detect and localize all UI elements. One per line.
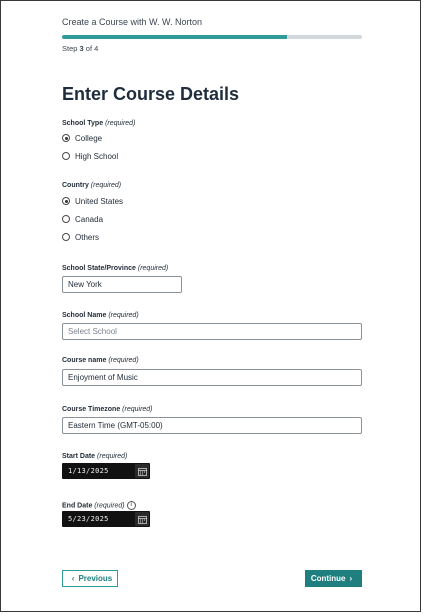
start-date-input[interactable] [62, 463, 150, 479]
end-date-input[interactable] [62, 511, 150, 527]
continue-button[interactable] [305, 570, 362, 587]
end-date-label: End Date (required) i [62, 501, 136, 510]
step-indicator: Step 3 of 4 [62, 44, 99, 53]
previous-button[interactable] [62, 570, 118, 587]
country-label: Country (required) [62, 182, 122, 189]
chevron-right-icon: › [349, 574, 353, 583]
radio-college[interactable] [62, 133, 102, 143]
radio-canada[interactable] [62, 214, 103, 224]
radio-high-school[interactable] [62, 151, 118, 161]
radio-united-states[interactable] [62, 196, 123, 206]
timezone-label: Course Timezone (required) [62, 406, 153, 413]
school-type-label: School Type (required) [62, 120, 136, 127]
calendar-icon[interactable] [135, 464, 149, 478]
start-date-label: Start Date (required) [62, 453, 128, 460]
radio-others[interactable] [62, 232, 99, 242]
continue-button-label: Continue [310, 574, 346, 583]
school-name-label: School Name (required) [62, 312, 139, 319]
state-label: School State/Province (required) [62, 265, 169, 272]
radio-label: Others [75, 232, 100, 242]
radio-label: College [75, 133, 103, 143]
radio-checked-icon[interactable] [62, 197, 70, 205]
start-date-value: 1/13/2025 [68, 467, 109, 475]
previous-button-label: Previous [78, 574, 113, 583]
school-name-select[interactable]: Select School [62, 323, 362, 340]
radio-checked-icon[interactable] [62, 134, 70, 142]
radio-unchecked-icon[interactable] [62, 215, 70, 223]
progress-bar-fill [62, 35, 287, 39]
progress-bar [62, 35, 362, 39]
state-input[interactable]: New York [62, 276, 182, 293]
page-title: Enter Course Details [62, 84, 240, 104]
radio-label: High School [75, 151, 119, 161]
radio-unchecked-icon[interactable] [62, 152, 70, 160]
radio-unchecked-icon[interactable] [62, 233, 70, 241]
chevron-left-icon: ‹ [71, 574, 75, 583]
calendar-icon[interactable] [135, 512, 149, 526]
radio-label: Canada [75, 214, 104, 224]
wizard-title: Create a Course with W. W. Norton [62, 17, 203, 27]
timezone-select[interactable]: Eastern Time (GMT-05:00) [62, 417, 362, 434]
end-date-value: 5/23/2025 [68, 515, 109, 523]
course-name-input[interactable]: Enjoyment of Music [62, 369, 362, 386]
info-icon[interactable]: i [127, 501, 136, 510]
course-name-label: Course name (required) [62, 357, 139, 364]
radio-label: United States [75, 196, 124, 206]
